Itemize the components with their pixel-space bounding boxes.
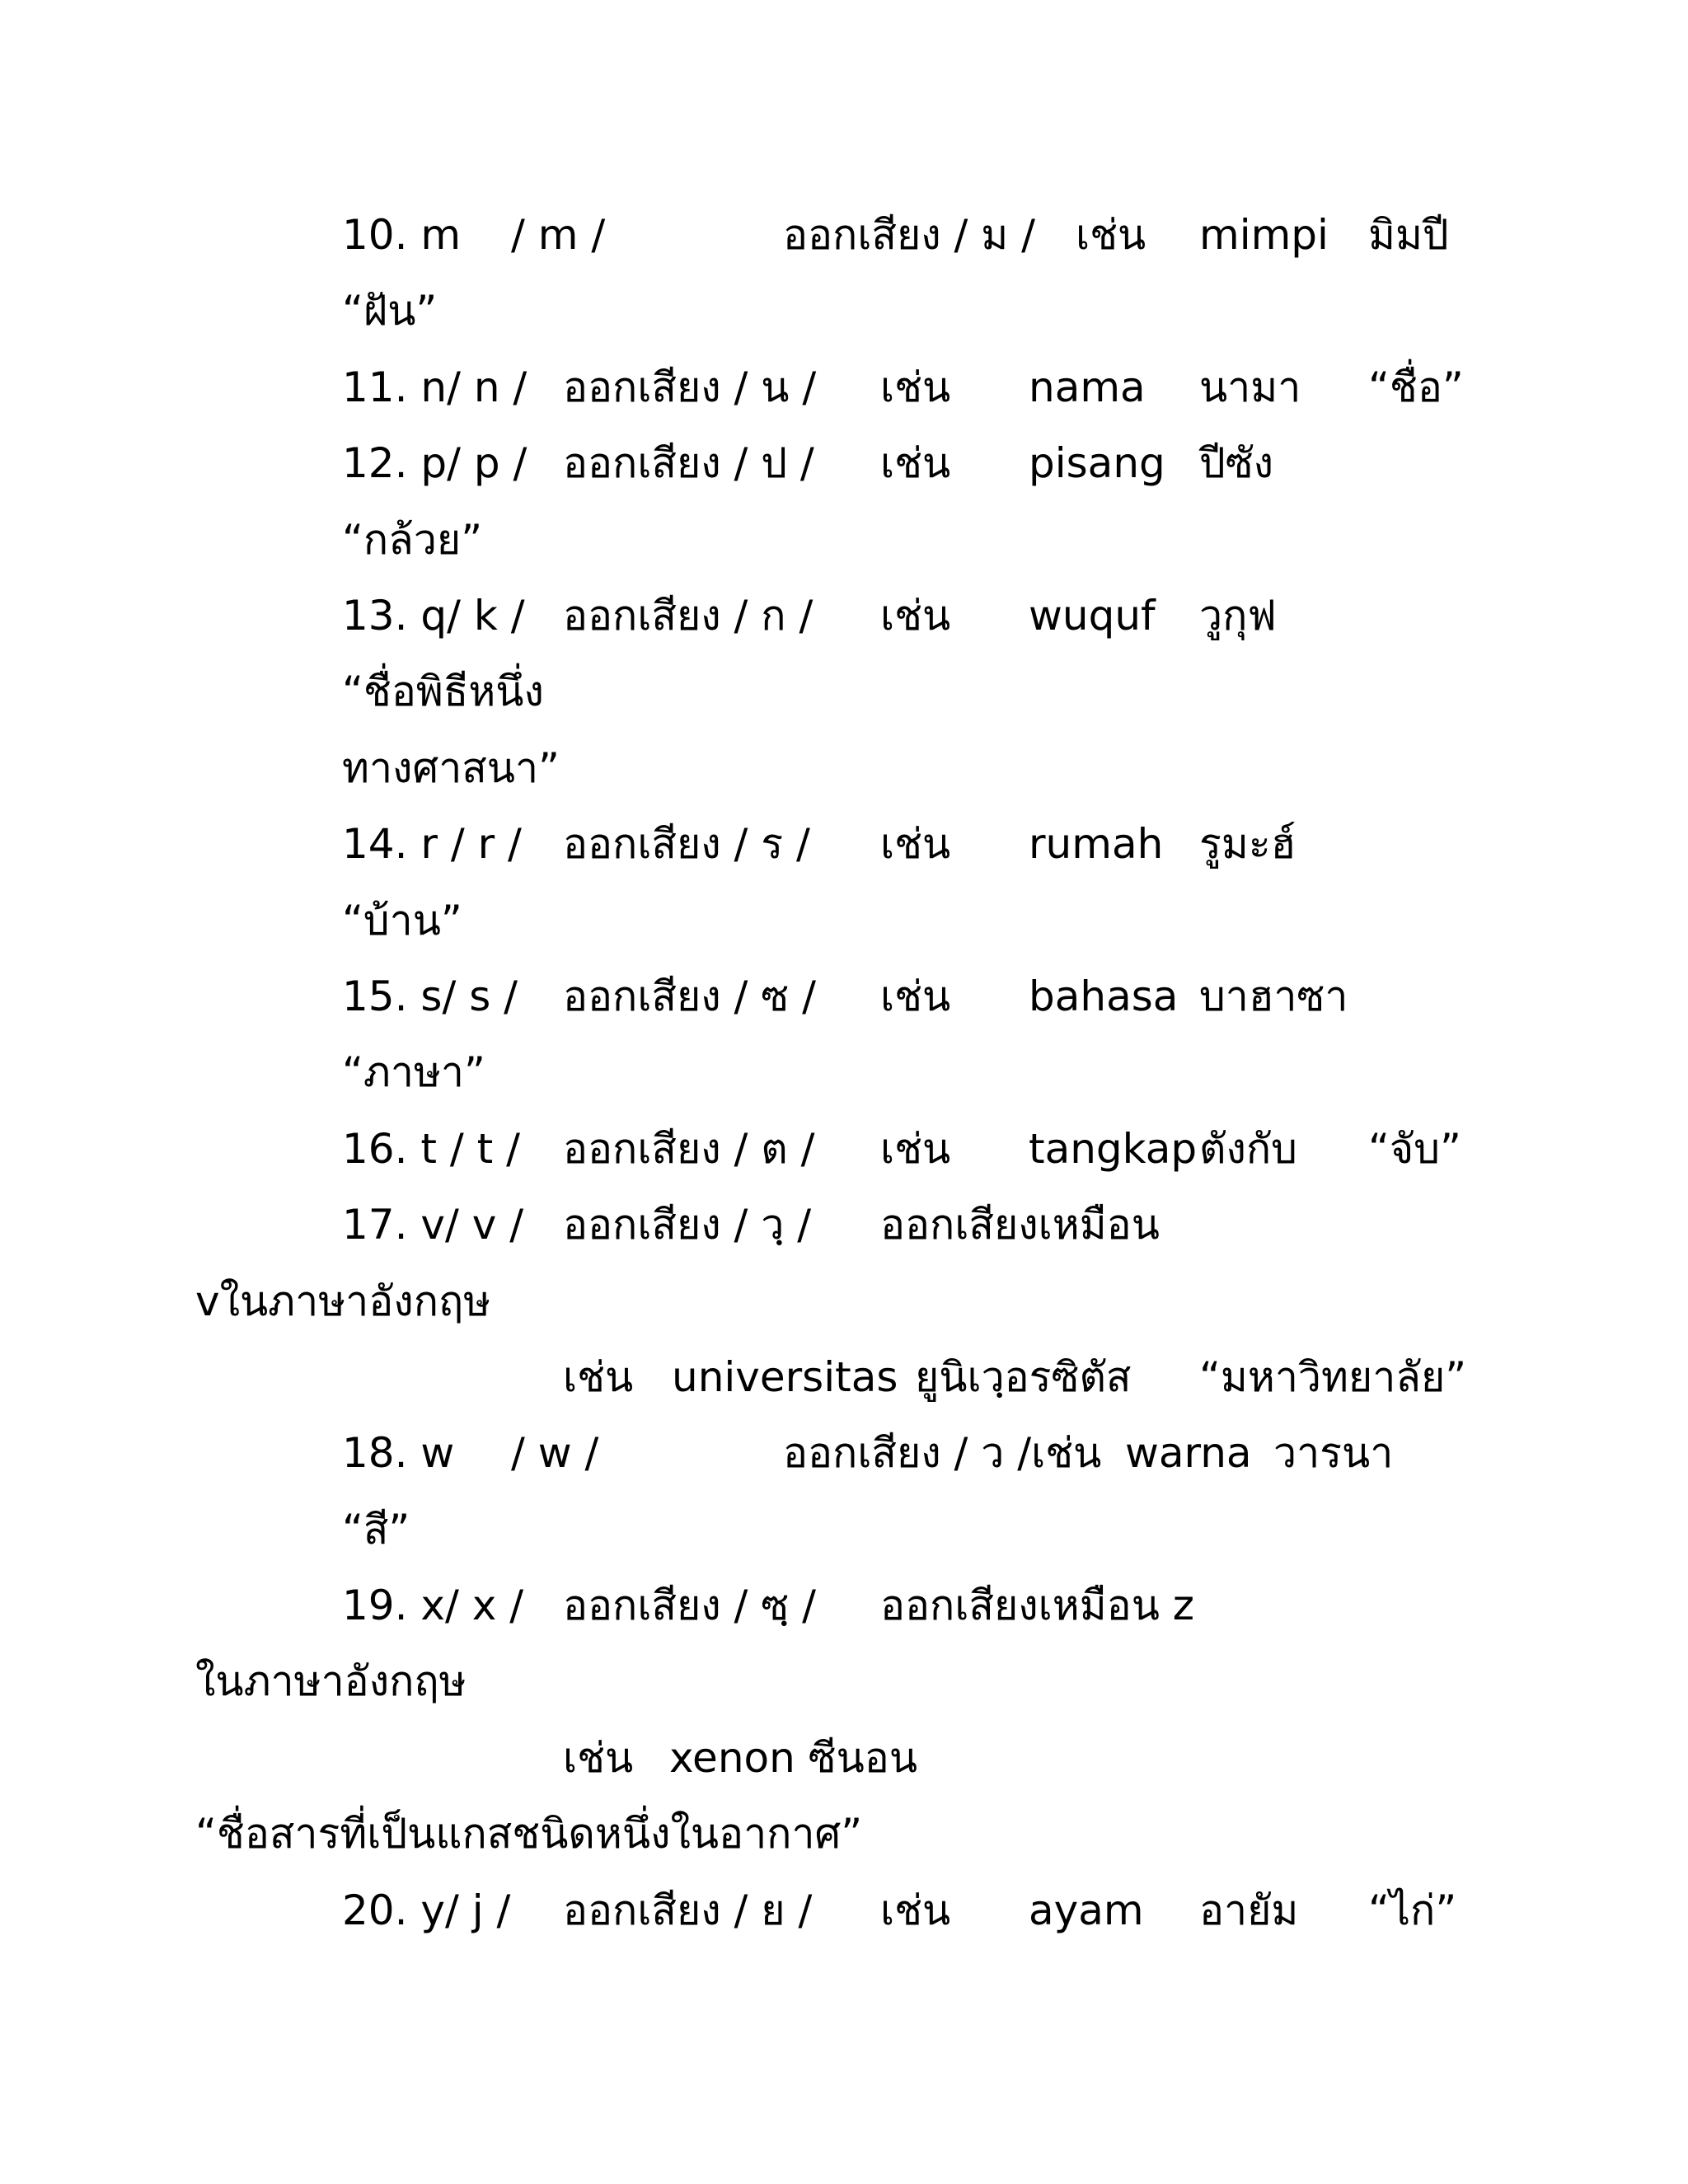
- text-line-19-cell-1: 19. x/ x /: [342, 1582, 524, 1629]
- text-line-4-cell-1: 12. p/ p /: [342, 439, 528, 487]
- text-line-21-cell-1: เช่น: [563, 1734, 634, 1782]
- text-line-16-cell-2: universitas: [672, 1353, 898, 1401]
- text-line-12-cell-1: “ภาษา”: [342, 1048, 485, 1096]
- text-line-13-cell-2: ออกเสียง / ต /: [563, 1125, 815, 1173]
- text-line-10-cell-1: “บ้าน”: [342, 897, 462, 944]
- text-line-14-cell-1: 17. v/ v /: [342, 1201, 524, 1249]
- text-line-21-cell-2: xenon ซีนอน: [669, 1734, 918, 1782]
- text-line-5-cell-1: “กล้วย”: [342, 516, 483, 564]
- text-line-4-cell-5: ปีซัง: [1199, 439, 1274, 487]
- text-line-22-cell-1: “ชื่อสารที่เป็นแกสชนิดหนึ่งในอากาศ”: [195, 1810, 863, 1858]
- text-line-13-cell-5: ตังกับ: [1199, 1125, 1297, 1173]
- text-line-11-cell-2: ออกเสียง / ซ /: [563, 972, 816, 1020]
- text-line-23-cell-3: เช่น: [880, 1886, 951, 1934]
- text-line-1-cell-5: mimpi: [1199, 211, 1329, 259]
- text-line-17-cell-5: วารนา: [1273, 1429, 1394, 1477]
- text-line-19-cell-3: ออกเสียงเหมือน z: [880, 1582, 1195, 1629]
- text-line-6-cell-3: เช่น: [880, 592, 951, 640]
- text-line-11-cell-4: bahasa: [1029, 972, 1179, 1020]
- text-line-1-cell-4: เช่น: [1076, 211, 1146, 259]
- text-line-15-cell-1: vในภาษาอังกฤษ: [195, 1277, 491, 1325]
- text-line-9-cell-4: rumah: [1029, 820, 1164, 868]
- text-line-2-cell-1: “ฝัน”: [342, 287, 438, 335]
- text-line-3-cell-4: nama: [1029, 363, 1146, 411]
- text-line-6-cell-2: ออกเสียง / ก /: [563, 592, 814, 640]
- text-line-19-cell-2: ออกเสียง / ซฺ /: [563, 1582, 816, 1629]
- text-line-4-cell-3: เช่น: [880, 439, 951, 487]
- text-line-11-cell-5: บาฮาซา: [1199, 972, 1348, 1020]
- text-line-14-cell-2: ออกเสียง / วฺ /: [563, 1201, 812, 1249]
- text-line-14-cell-3: ออกเสียงเหมือน: [880, 1201, 1160, 1249]
- text-line-4-cell-4: pisang: [1029, 439, 1165, 487]
- text-line-17-cell-1: 18. w: [342, 1429, 455, 1477]
- text-line-13-cell-1: 16. t / t /: [342, 1125, 520, 1173]
- text-line-6-cell-4: wuquf: [1029, 592, 1156, 640]
- text-line-4-cell-2: ออกเสียง / ป /: [563, 439, 814, 487]
- text-line-13-cell-3: เช่น: [880, 1125, 951, 1173]
- text-line-6-cell-1: 13. q/ k /: [342, 592, 525, 640]
- text-line-9-cell-3: เช่น: [880, 820, 951, 868]
- text-line-9-cell-2: ออกเสียง / ร /: [563, 820, 810, 868]
- text-line-8-cell-1: ทางศาสนา”: [342, 744, 560, 792]
- text-line-16-cell-1: เช่น: [563, 1353, 634, 1401]
- text-line-1-cell-1: 10. m: [342, 211, 462, 259]
- text-line-3-cell-1: 11. n/ n /: [342, 363, 528, 411]
- text-line-13-cell-4: tangkap: [1029, 1125, 1198, 1173]
- text-line-23-cell-1: 20. y/ j /: [342, 1886, 511, 1934]
- text-line-6-cell-5: วูกุฟ: [1199, 592, 1277, 640]
- text-line-9-cell-1: 14. r / r /: [342, 820, 522, 868]
- text-line-11-cell-1: 15. s/ s /: [342, 972, 518, 1020]
- text-line-11-cell-3: เช่น: [880, 972, 951, 1020]
- text-line-1-cell-3: ออกเสียง / ม /: [783, 211, 1035, 259]
- text-line-17-cell-4: warna: [1125, 1429, 1252, 1477]
- text-line-17-cell-2: / w /: [511, 1429, 599, 1477]
- text-line-16-cell-3: ยูนิเวฺอรซิตัส: [915, 1353, 1132, 1401]
- text-line-1-cell-6: มิมปี: [1368, 211, 1449, 259]
- text-line-3-cell-2: ออกเสียง / น /: [563, 363, 817, 411]
- text-line-20-cell-1: ในภาษาอังกฤษ: [195, 1657, 467, 1705]
- text-line-9-cell-5: รูมะฮ์: [1199, 820, 1296, 868]
- text-line-16-cell-4: “มหาวิทยาลัย”: [1199, 1353, 1467, 1401]
- text-line-13-cell-6: “จับ”: [1368, 1125, 1461, 1173]
- text-line-3-cell-6: “ชื่อ”: [1368, 363, 1464, 411]
- text-line-23-cell-2: ออกเสียง / ย /: [563, 1886, 813, 1934]
- text-line-23-cell-4: ayam: [1029, 1886, 1144, 1934]
- text-line-3-cell-5: นามา: [1199, 363, 1301, 411]
- text-line-1-cell-2: / m /: [511, 211, 606, 259]
- text-line-17-cell-3: ออกเสียง / ว /เช่น: [783, 1429, 1102, 1477]
- text-line-23-cell-5: อายัม: [1199, 1886, 1299, 1934]
- text-line-18-cell-1: “สี”: [342, 1506, 410, 1554]
- text-line-7-cell-1: “ชื่อพิธีหนึ่ง: [342, 668, 544, 715]
- text-line-23-cell-6: “ไก่”: [1368, 1886, 1457, 1934]
- text-line-3-cell-3: เช่น: [880, 363, 951, 411]
